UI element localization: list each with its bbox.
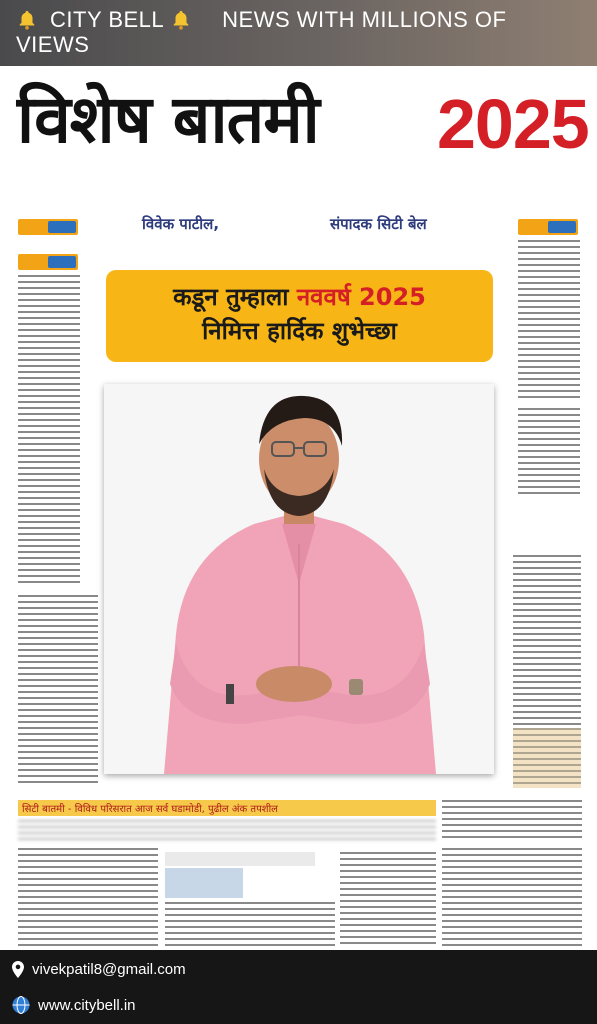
footer-email-row bbox=[12, 961, 186, 978]
newspaper-column-right-2 bbox=[518, 408, 580, 498]
location-pin-icon bbox=[12, 961, 24, 978]
paper-logo bbox=[18, 219, 78, 235]
tagline-continued: VIEWS bbox=[16, 32, 90, 57]
news-box-heading bbox=[165, 852, 315, 866]
right-news-headline bbox=[442, 800, 582, 840]
greeting-banner bbox=[106, 270, 493, 362]
footer-bar bbox=[0, 950, 597, 1024]
news-column-4 bbox=[442, 848, 582, 946]
greeting-highlight: नववर्ष 2025 bbox=[296, 283, 426, 311]
newspaper-ad-box bbox=[513, 728, 581, 788]
top-banner bbox=[0, 0, 597, 66]
headline-year: 2025 bbox=[437, 85, 589, 163]
globe-icon bbox=[12, 996, 30, 1014]
brand-name: CITY BELL bbox=[50, 7, 165, 32]
news-column-3 bbox=[340, 852, 436, 946]
bell-icon bbox=[170, 9, 192, 31]
footer-website[interactable]: www.citybell.in bbox=[38, 996, 136, 1014]
newspaper-column-left bbox=[18, 275, 80, 585]
tagline: NEWS WITH MILLIONS OF bbox=[222, 7, 507, 32]
paper-logo bbox=[518, 219, 578, 235]
newspaper-column-right bbox=[518, 240, 580, 400]
news-column-2 bbox=[165, 902, 335, 946]
author-name: विवेक पाटील, bbox=[142, 215, 220, 233]
bell-icon bbox=[16, 9, 38, 31]
greeting-line-2: निमित्त हार्दिक शुभेच्छा bbox=[202, 317, 397, 345]
footer-email[interactable]: vivekpatil8@gmail.com bbox=[32, 961, 186, 978]
news-photo-thumb bbox=[165, 868, 243, 898]
banner-line-1 bbox=[16, 7, 583, 33]
person-illustration bbox=[104, 384, 494, 774]
news-strip-text: सिटी बातमी - विविध परिसरात आज सर्व घडामोडी, पुढील अंक तपशील bbox=[22, 804, 278, 815]
news-column-1 bbox=[18, 848, 158, 946]
footer-website-row bbox=[12, 996, 136, 1014]
headline-title: विशेष बातमी bbox=[17, 80, 319, 158]
greeting-prefix: कडून तुम्हाला bbox=[173, 283, 297, 311]
newspaper-column-right-3 bbox=[513, 555, 581, 725]
editor-title: संपादक सिटी बेल bbox=[330, 215, 427, 233]
newspaper-column-left-lower bbox=[18, 595, 98, 785]
person-photo bbox=[104, 384, 494, 774]
blurred-headline bbox=[18, 820, 436, 842]
paper-logo bbox=[18, 254, 78, 270]
greeting-line-1 bbox=[106, 280, 493, 314]
